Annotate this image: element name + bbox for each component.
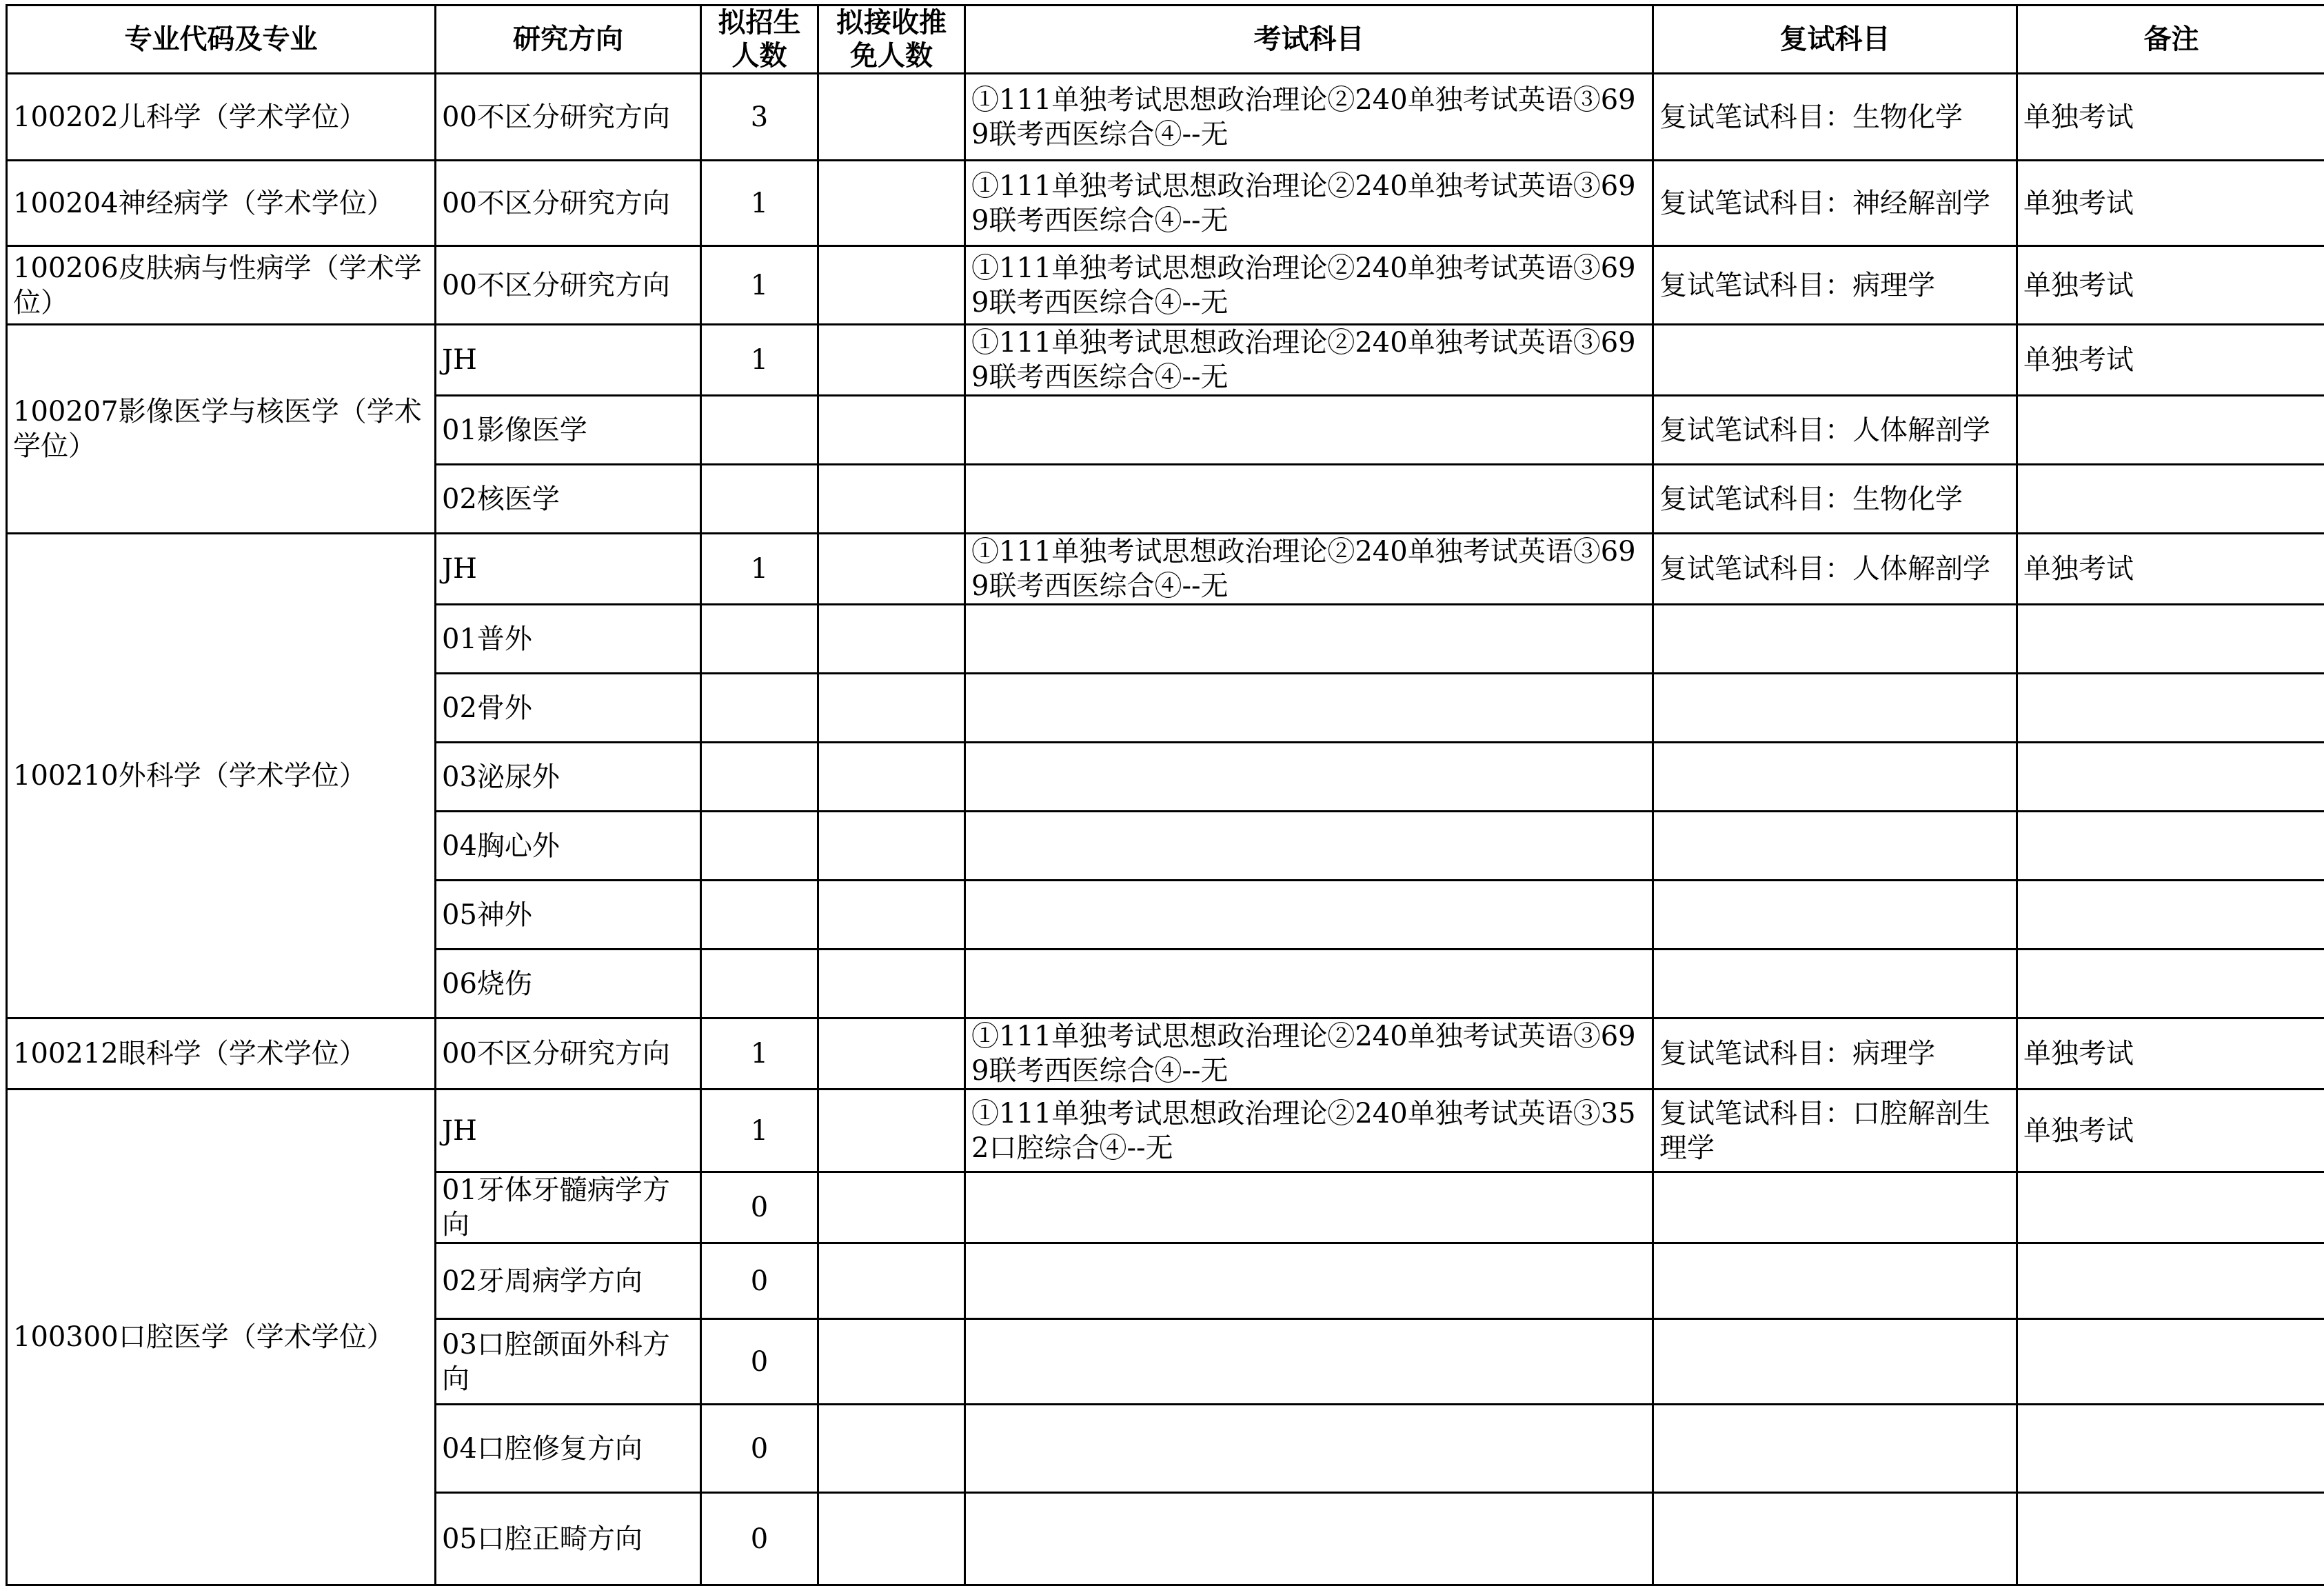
cell-direction: 04口腔修复方向 xyxy=(436,1405,701,1493)
cell-exam xyxy=(965,1172,1653,1243)
cell-major: 100204神经病学（学术学位） xyxy=(7,161,436,246)
cell-retest: 复试笔试科目：生物化学 xyxy=(1653,465,2017,534)
cell-exam: ①111单独考试思想政治理论②240单独考试英语③699联考西医综合④--无 xyxy=(965,1018,1653,1090)
header-note: 备注 xyxy=(2017,6,2324,74)
cell-recommended xyxy=(818,1319,965,1405)
cell-note: 单独考试 xyxy=(2017,1018,2324,1090)
cell-planned: 0 xyxy=(701,1319,818,1405)
cell-direction: 06烧伤 xyxy=(436,950,701,1018)
table-row xyxy=(7,1090,2324,1172)
cell-planned: 1 xyxy=(701,1090,818,1172)
cell-direction: JH xyxy=(436,1090,701,1172)
cell-exam xyxy=(965,1319,1653,1405)
cell-planned: 1 xyxy=(701,246,818,325)
cell-planned xyxy=(701,465,818,534)
cell-exam: ①111单独考试思想政治理论②240单独考试英语③699联考西医综合④--无 xyxy=(965,246,1653,325)
cell-retest xyxy=(1653,1405,2017,1493)
cell-note: 单独考试 xyxy=(2017,325,2324,396)
cell-major: 100210外科学（学术学位） xyxy=(7,534,436,1018)
table-row xyxy=(7,534,2324,605)
cell-recommended xyxy=(818,534,965,605)
cell-recommended xyxy=(818,325,965,396)
cell-direction: 00不区分研究方向 xyxy=(436,1018,701,1090)
cell-exam xyxy=(965,950,1653,1018)
table-row xyxy=(7,246,2324,325)
cell-planned xyxy=(701,812,818,881)
cell-recommended xyxy=(818,605,965,674)
table-row xyxy=(7,74,2324,161)
cell-exam: ①111单独考试思想政治理论②240单独考试英语③699联考西医综合④--无 xyxy=(965,74,1653,161)
cell-planned xyxy=(701,674,818,743)
table-body xyxy=(7,74,2324,1585)
cell-direction: 02核医学 xyxy=(436,465,701,534)
cell-planned xyxy=(701,396,818,465)
cell-planned: 1 xyxy=(701,325,818,396)
cell-exam xyxy=(965,605,1653,674)
cell-note xyxy=(2017,1405,2324,1493)
cell-direction: 00不区分研究方向 xyxy=(436,246,701,325)
cell-recommended xyxy=(818,950,965,1018)
cell-recommended xyxy=(818,743,965,812)
cell-note xyxy=(2017,396,2324,465)
cell-direction: 01牙体牙髓病学方向 xyxy=(436,1172,701,1243)
cell-major: 100202儿科学（学术学位） xyxy=(7,74,436,161)
cell-retest: 复试笔试科目：生物化学 xyxy=(1653,74,2017,161)
cell-note: 单独考试 xyxy=(2017,161,2324,246)
header-exam: 考试科目 xyxy=(965,6,1653,74)
cell-retest xyxy=(1653,1172,2017,1243)
cell-retest xyxy=(1653,812,2017,881)
cell-retest xyxy=(1653,1243,2017,1319)
cell-direction: 01普外 xyxy=(436,605,701,674)
cell-recommended xyxy=(818,1405,965,1493)
cell-planned: 1 xyxy=(701,1018,818,1090)
header-recommended: 拟接收推免人数 xyxy=(818,6,965,74)
cell-recommended xyxy=(818,1018,965,1090)
table-row xyxy=(7,161,2324,246)
header-row xyxy=(7,6,2324,74)
cell-recommended xyxy=(818,465,965,534)
cell-recommended xyxy=(818,1172,965,1243)
cell-planned xyxy=(701,881,818,950)
table-row xyxy=(7,325,2324,396)
cell-note xyxy=(2017,674,2324,743)
cell-exam: ①111单独考试思想政治理论②240单独考试英语③699联考西医综合④--无 xyxy=(965,534,1653,605)
cell-planned: 1 xyxy=(701,534,818,605)
cell-recommended xyxy=(818,1243,965,1319)
cell-recommended xyxy=(818,396,965,465)
cell-note xyxy=(2017,605,2324,674)
cell-exam xyxy=(965,1243,1653,1319)
cell-retest: 复试笔试科目：人体解剖学 xyxy=(1653,396,2017,465)
cell-note: 单独考试 xyxy=(2017,74,2324,161)
cell-retest xyxy=(1653,743,2017,812)
cell-note: 单独考试 xyxy=(2017,246,2324,325)
cell-recommended xyxy=(818,74,965,161)
cell-note xyxy=(2017,1172,2324,1243)
header-planned: 拟招生人数 xyxy=(701,6,818,74)
cell-exam: ①111单独考试思想政治理论②240单独考试英语③699联考西医综合④--无 xyxy=(965,161,1653,246)
cell-planned xyxy=(701,605,818,674)
cell-exam xyxy=(965,1405,1653,1493)
cell-note xyxy=(2017,881,2324,950)
cell-note xyxy=(2017,1493,2324,1585)
cell-direction: 05口腔正畸方向 xyxy=(436,1493,701,1585)
cell-major: 100206皮肤病与性病学（学术学位） xyxy=(7,246,436,325)
cell-retest xyxy=(1653,674,2017,743)
cell-major: 100300口腔医学（学术学位） xyxy=(7,1090,436,1585)
cell-exam xyxy=(965,881,1653,950)
cell-note xyxy=(2017,465,2324,534)
cell-exam xyxy=(965,674,1653,743)
cell-retest: 复试笔试科目：病理学 xyxy=(1653,1018,2017,1090)
cell-planned: 3 xyxy=(701,74,818,161)
cell-planned: 0 xyxy=(701,1243,818,1319)
cell-note xyxy=(2017,812,2324,881)
cell-retest: 复试笔试科目：人体解剖学 xyxy=(1653,534,2017,605)
cell-retest xyxy=(1653,1493,2017,1585)
cell-planned: 0 xyxy=(701,1493,818,1585)
cell-exam xyxy=(965,1493,1653,1585)
cell-direction: 00不区分研究方向 xyxy=(436,161,701,246)
cell-exam xyxy=(965,465,1653,534)
cell-major: 100212眼科学（学术学位） xyxy=(7,1018,436,1090)
cell-recommended xyxy=(818,812,965,881)
cell-exam xyxy=(965,812,1653,881)
cell-retest: 复试笔试科目：病理学 xyxy=(1653,246,2017,325)
cell-retest xyxy=(1653,325,2017,396)
cell-exam xyxy=(965,396,1653,465)
header-retest: 复试科目 xyxy=(1653,6,2017,74)
cell-recommended xyxy=(818,1090,965,1172)
cell-retest xyxy=(1653,605,2017,674)
cell-direction: 03口腔颌面外科方向 xyxy=(436,1319,701,1405)
cell-direction: 00不区分研究方向 xyxy=(436,74,701,161)
cell-exam: ①111单独考试思想政治理论②240单独考试英语③352口腔综合④--无 xyxy=(965,1090,1653,1172)
cell-recommended xyxy=(818,881,965,950)
cell-recommended xyxy=(818,161,965,246)
cell-planned: 1 xyxy=(701,161,818,246)
cell-recommended xyxy=(818,674,965,743)
cell-retest xyxy=(1653,1319,2017,1405)
cell-retest xyxy=(1653,950,2017,1018)
cell-retest xyxy=(1653,881,2017,950)
cell-direction: 01影像医学 xyxy=(436,396,701,465)
cell-retest: 复试笔试科目：神经解剖学 xyxy=(1653,161,2017,246)
cell-planned xyxy=(701,950,818,1018)
cell-planned xyxy=(701,743,818,812)
cell-direction: 04胸心外 xyxy=(436,812,701,881)
cell-direction: 05神外 xyxy=(436,881,701,950)
cell-planned: 0 xyxy=(701,1405,818,1493)
cell-note xyxy=(2017,1243,2324,1319)
header-major: 专业代码及专业 xyxy=(7,6,436,74)
cell-direction: 03泌尿外 xyxy=(436,743,701,812)
admissions-table xyxy=(6,4,2324,1586)
cell-note: 单独考试 xyxy=(2017,1090,2324,1172)
cell-direction: 02骨外 xyxy=(436,674,701,743)
cell-retest: 复试笔试科目：口腔解剖生理学 xyxy=(1653,1090,2017,1172)
header-direction: 研究方向 xyxy=(436,6,701,74)
cell-direction: JH xyxy=(436,534,701,605)
cell-direction: JH xyxy=(436,325,701,396)
cell-direction: 02牙周病学方向 xyxy=(436,1243,701,1319)
cell-recommended xyxy=(818,1493,965,1585)
cell-major: 100207影像医学与核医学（学术学位） xyxy=(7,325,436,534)
cell-note xyxy=(2017,1319,2324,1405)
cell-recommended xyxy=(818,246,965,325)
cell-note xyxy=(2017,743,2324,812)
cell-exam xyxy=(965,743,1653,812)
cell-note xyxy=(2017,950,2324,1018)
cell-exam: ①111单独考试思想政治理论②240单独考试英语③699联考西医综合④--无 xyxy=(965,325,1653,396)
table-row xyxy=(7,1018,2324,1090)
cell-note: 单独考试 xyxy=(2017,534,2324,605)
cell-planned: 0 xyxy=(701,1172,818,1243)
